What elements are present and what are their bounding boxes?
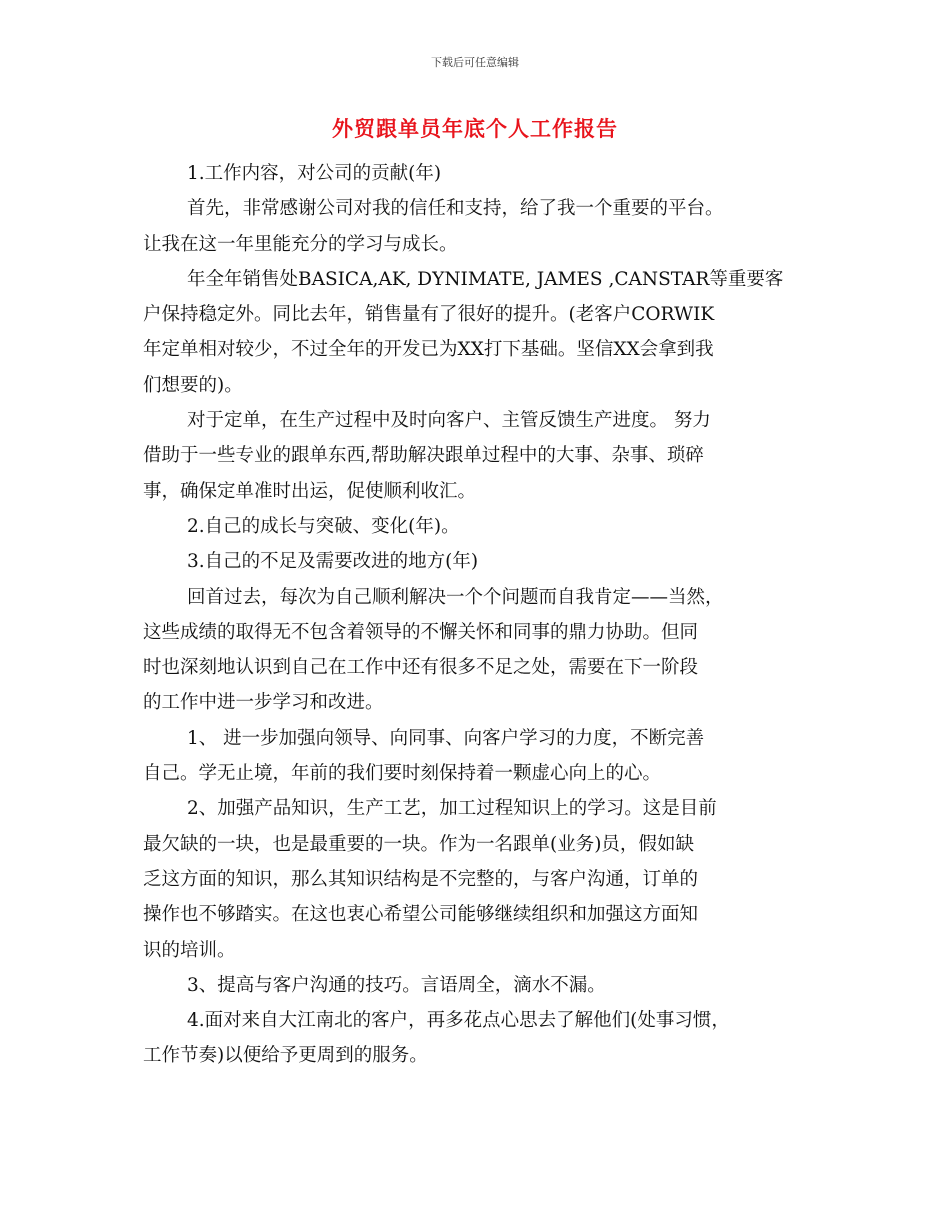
text-line: 3.自己的不足及需要改进的地方(年) [187,551,479,573]
text-line: 对于定单，在生产过程中及时向客户、主管反馈生产进度。 努力 [187,410,711,432]
text-line: 借助于一些专业的跟单东西,帮助解决跟单过程中的大事、杂事、琐碎 [143,445,704,467]
text-line: 自己。学无止境，年前的我们要时刻保持着一颗虚心向上的心。 [143,763,662,785]
text-line: 乏这方面的知识，那么其知识结构是不完整的，与客户沟通，订单的 [143,868,699,890]
text-line: 年定单相对较少，不过全年的开发已为XX打下基础。坚信XX会拿到我 [143,339,714,361]
text-line: 这些成绩的取得无不包含着领导的不懈关怀和同事的鼎力协助。但同 [143,621,699,643]
header-note: 下载后可任意编辑 [431,56,519,69]
text-line: 3、提高与客户沟通的技巧。言语周全，滴水不漏。 [187,974,606,996]
text-line: 时也深刻地认识到自己在工作中还有很多不足之处，需要在下一阶段 [143,657,699,679]
text-line: 首先，非常感谢公司对我的信任和支持，给了我一个重要的平台。 [187,198,724,220]
text-line: 让我在这一年里能充分的学习与成长。 [143,233,458,255]
document-body [143,156,813,1074]
text-line: 事，确保定单准时出运，促使顺利收汇。 [143,480,477,502]
text-line: 户保持稳定外。同比去年，销售量有了很好的提升。(老客户CORWIK [143,304,715,326]
text-line: 年全年销售处BASICA,AK, DYNIMATE, JAMES ,CANSTAR等重要客 [187,268,784,290]
text-line: 最欠缺的一块，也是最重要的一块。作为一名跟单(业务)员，假如缺 [143,833,694,855]
text-line: 回首过去，每次为自己顺利解决一个个问题而自我肯定——当然， [187,586,724,608]
text-line: 1、 进一步加强向领导、向同事、向客户学习的力度，不断完善 [187,727,705,749]
text-line: 识的培训。 [143,939,236,961]
text-line: 1.工作内容，对公司的贡献(年) [187,163,442,184]
text-line: 4.面对来自大江南北的客户，再多花点心思去了解他们(处事习惯， [187,1010,730,1032]
text-line: 操作也不够踏实。在这也衷心希望公司能够继续组织和加强这方面知 [143,904,699,926]
text-line: 工作节奏)以便给予更周到的服务。 [143,1045,428,1067]
text-line: 的工作中进一步学习和改进。 [143,692,384,714]
document-title: 外贸跟单员年底个人工作报告 [332,117,618,141]
text-line: 2、加强产品知识，生产工艺，加工过程知识上的学习。这是目前 [187,798,717,820]
text-line: 们想要的)。 [143,374,243,396]
text-line: 2.自己的成长与突破、变化(年)。 [187,515,460,537]
